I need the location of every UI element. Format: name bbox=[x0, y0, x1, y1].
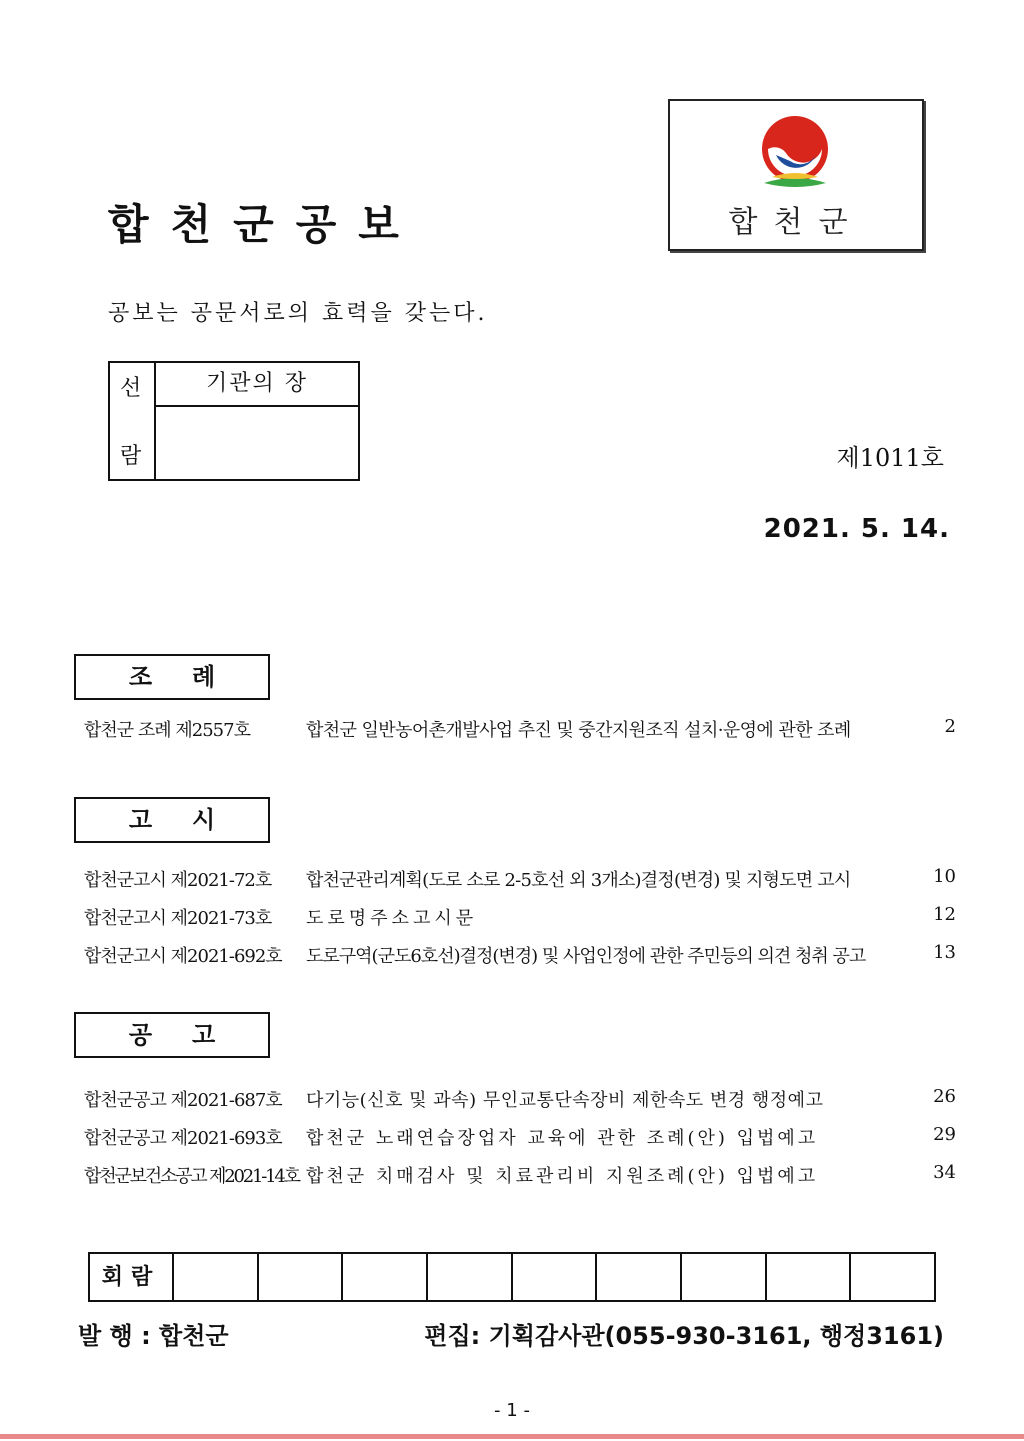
circulation-table bbox=[88, 1252, 936, 1302]
toc-page: 29 bbox=[933, 1124, 956, 1145]
circulation-cell bbox=[343, 1254, 428, 1300]
review-box bbox=[108, 361, 360, 481]
circulation-cell bbox=[513, 1254, 598, 1300]
section-header-ordinance: 조례 bbox=[74, 654, 270, 700]
review-label-cell bbox=[110, 363, 156, 479]
toc-row[interactable] bbox=[84, 716, 956, 750]
toc-page: 34 bbox=[933, 1162, 956, 1183]
toc-title: 합천군 치매검사 및 치료관리비 지원조례(안) 입법예고 bbox=[306, 1166, 819, 1187]
toc-title: 다기능(신호 및 과속) 무인교통단속장비 제한속도 변경 행정예고 bbox=[306, 1090, 824, 1111]
page-title: 합천군공보 bbox=[108, 200, 421, 249]
toc-title: 합천군 일반농어촌개발사업 추진 및 중간지원조직 설치·운영에 관한 조례 bbox=[306, 720, 851, 741]
toc-title: 합천군 노래연습장업자 교육에 관한 조례(안) 입법예고 bbox=[306, 1128, 819, 1149]
toc-row[interactable] bbox=[84, 942, 956, 976]
issue-number: 제1011호 bbox=[836, 444, 944, 472]
circulation-cell bbox=[682, 1254, 767, 1300]
toc-page: 26 bbox=[933, 1086, 956, 1107]
section-header-notice: 고시 bbox=[74, 797, 270, 843]
section-header-announcement: 공고 bbox=[74, 1012, 270, 1058]
toc-code: 합천군고시 제2021-72호 bbox=[84, 870, 272, 891]
toc-row[interactable] bbox=[84, 866, 956, 900]
toc-code: 합천군고시 제2021-73호 bbox=[84, 908, 272, 929]
toc-page: 12 bbox=[933, 904, 956, 925]
toc-code: 합천군보건소공고 제2021-14호 bbox=[84, 1166, 299, 1187]
county-emblem-icon bbox=[756, 113, 834, 197]
toc-code: 합천군공고 제2021-687호 bbox=[84, 1090, 282, 1111]
review-header: 기관의 장 bbox=[156, 363, 358, 407]
page-number: - 1 - bbox=[494, 1400, 530, 1421]
toc-code: 합천군공고 제2021-693호 bbox=[84, 1128, 282, 1149]
toc-code: 합천군고시 제2021-692호 bbox=[84, 946, 282, 967]
toc-row[interactable] bbox=[84, 1162, 956, 1196]
publisher: 발 행 : 합천군 bbox=[78, 1322, 229, 1350]
county-logo bbox=[668, 99, 924, 251]
toc-page: 13 bbox=[933, 942, 956, 963]
toc-code: 합천군 조례 제2557호 bbox=[84, 720, 250, 741]
toc-title: 합천군관리계획(도로 소로 2-5호선 외 3개소)결정(변경) 및 지형도면 고시 bbox=[306, 870, 851, 891]
toc-row[interactable] bbox=[84, 904, 956, 938]
circulation-cell bbox=[428, 1254, 513, 1300]
logo-text: 합천군 bbox=[728, 205, 864, 240]
subtitle: 공보는 공문서로의 효력을 갖는다. bbox=[108, 301, 488, 326]
toc-title: 도로명주소고시문 bbox=[306, 908, 478, 929]
toc-title: 도로구역(군도6호선)결정(변경) 및 사업인정에 관한 주민등의 의견 청취 공고 bbox=[306, 946, 866, 967]
circulation-cell bbox=[259, 1254, 344, 1300]
toc-page: 2 bbox=[944, 716, 956, 737]
issue-date: 2021. 5. 14. bbox=[763, 514, 950, 544]
circulation-cell bbox=[851, 1254, 934, 1300]
circulation-cell bbox=[174, 1254, 259, 1300]
toc-row[interactable] bbox=[84, 1124, 956, 1158]
circulation-cell bbox=[597, 1254, 682, 1300]
review-label-bottom: 람 bbox=[120, 444, 142, 469]
circulation-cell bbox=[767, 1254, 852, 1300]
review-label-top: 선 bbox=[120, 376, 142, 401]
editor-contact: 편집: 기획감사관(055-930-3161, 행정3161) bbox=[424, 1322, 944, 1350]
toc-page: 10 bbox=[933, 866, 956, 887]
bottom-divider bbox=[0, 1434, 1024, 1439]
circulation-label: 회람 bbox=[90, 1254, 174, 1300]
toc-row[interactable] bbox=[84, 1086, 956, 1120]
